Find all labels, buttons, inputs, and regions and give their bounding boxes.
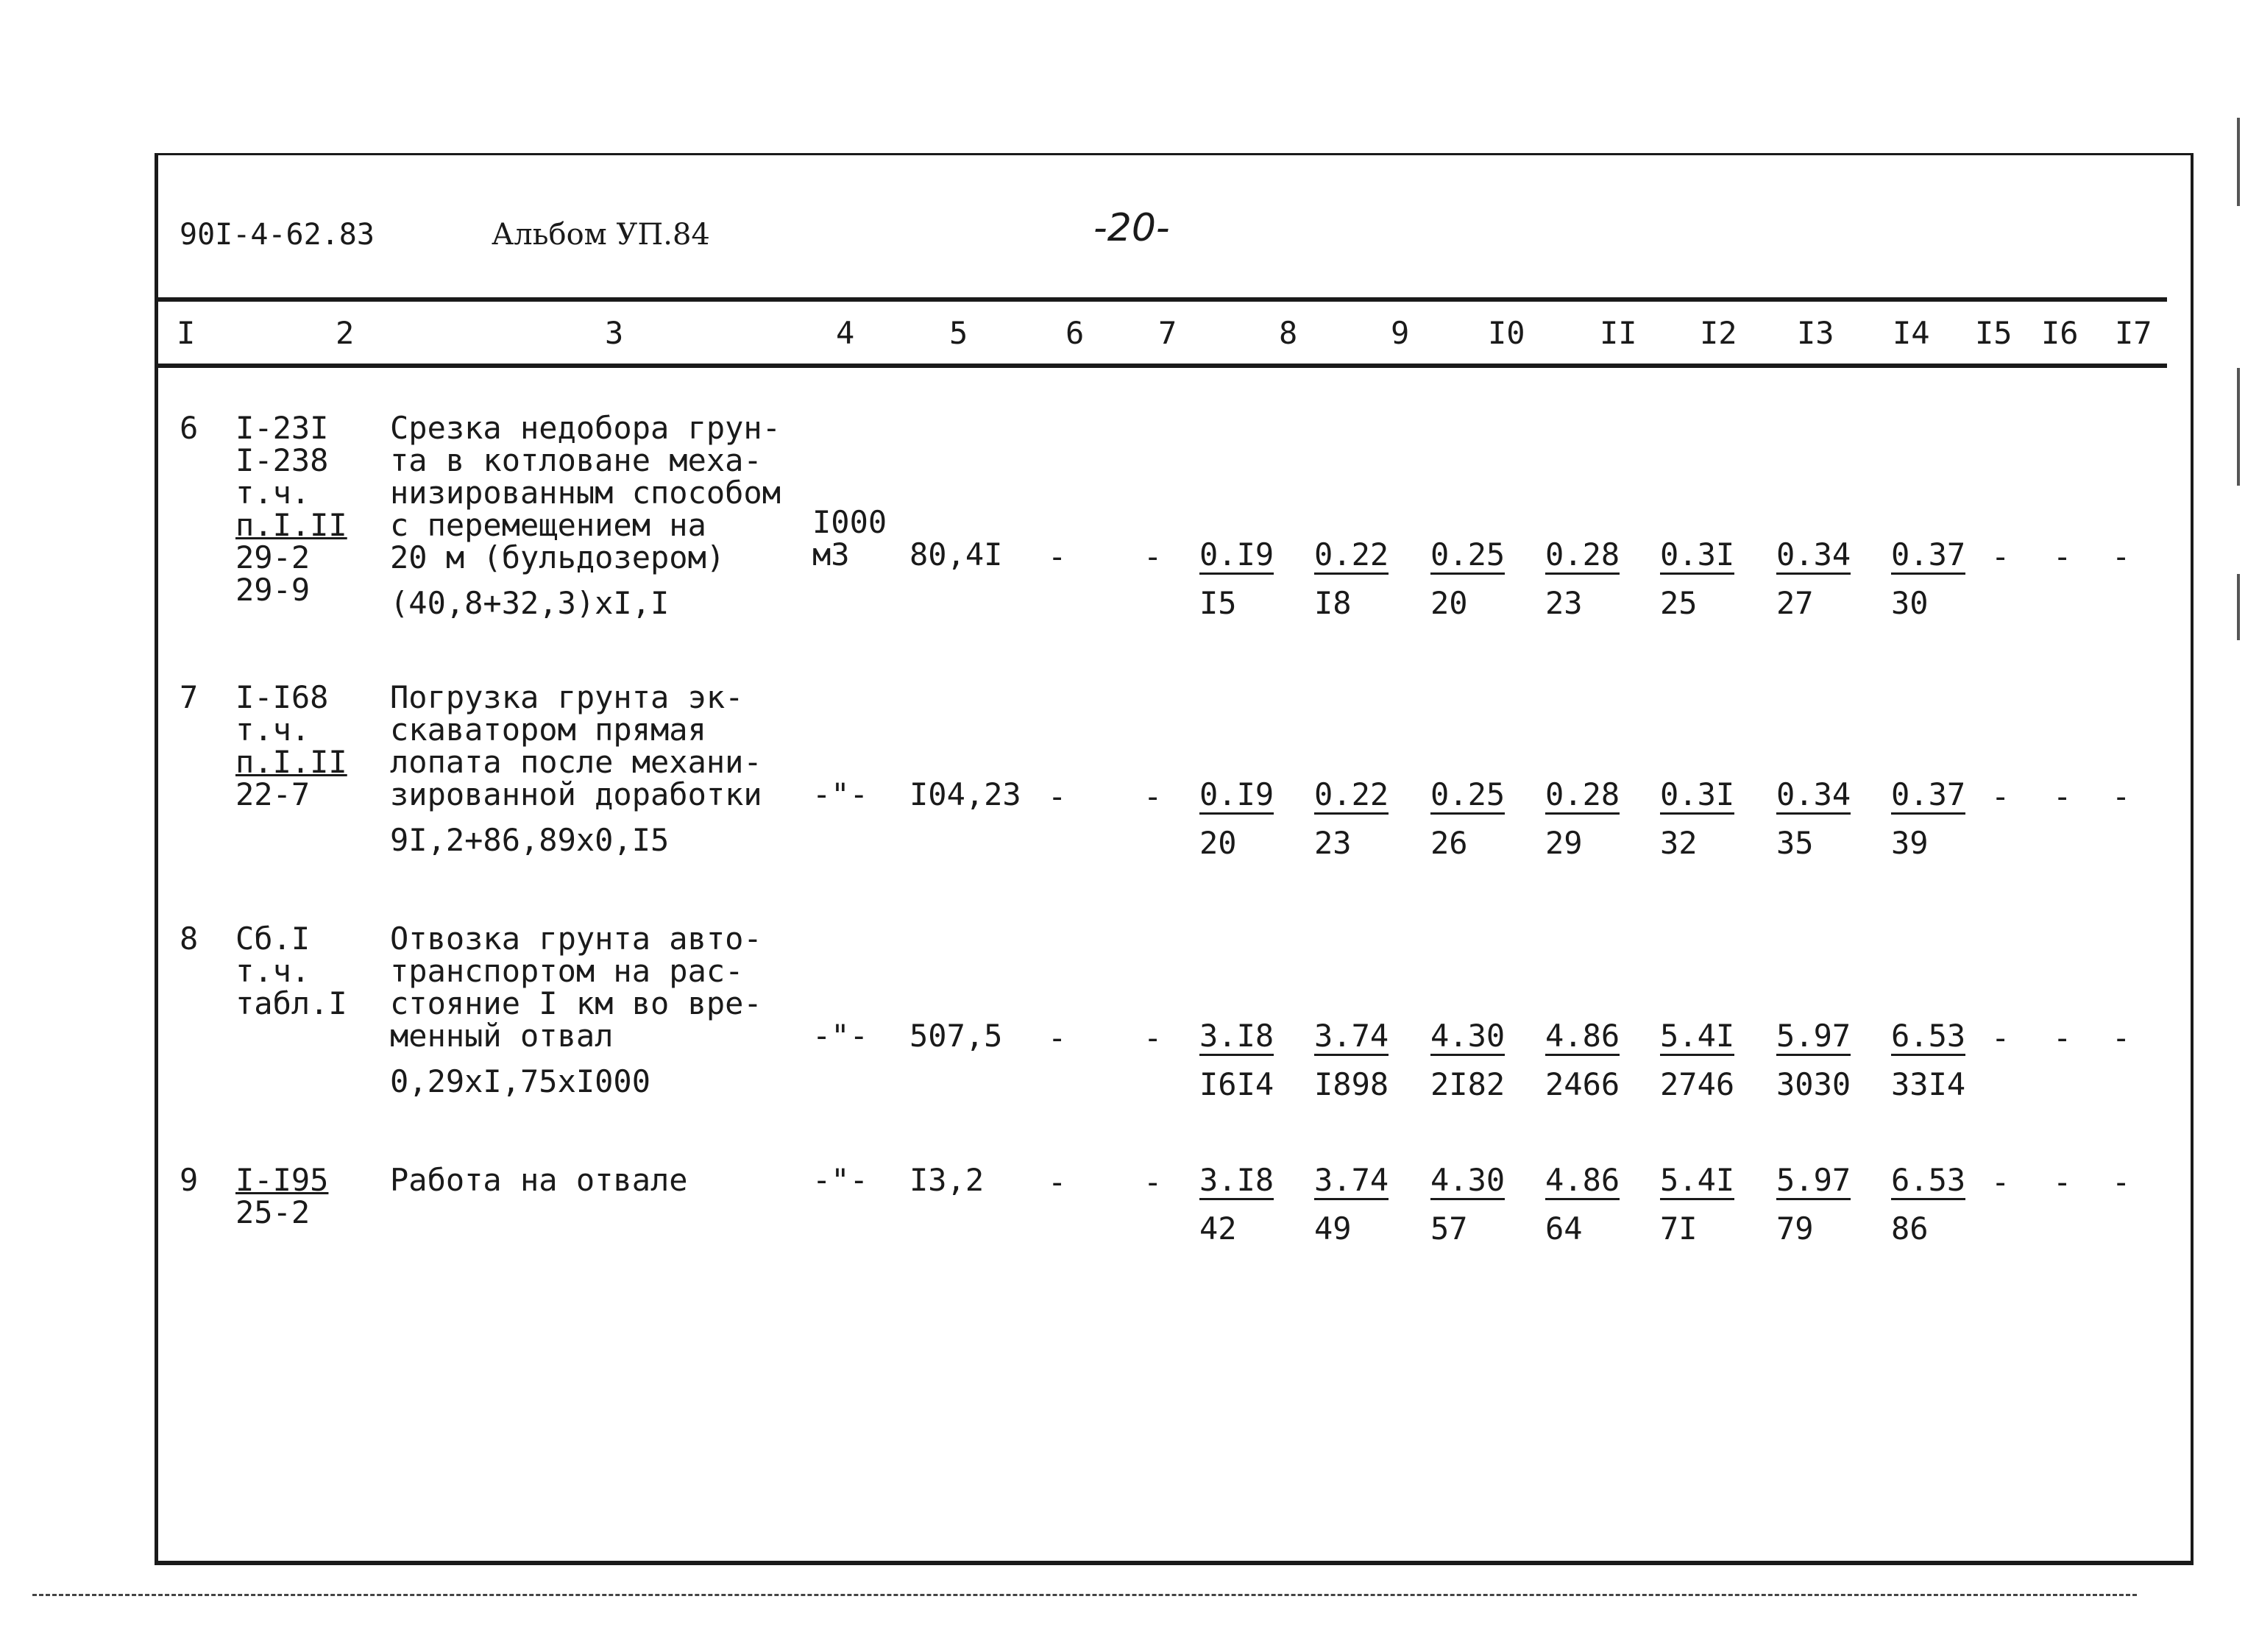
value-rate: 0.28 [1545,537,1620,575]
value-rate: 3.74 [1314,1018,1389,1056]
row-value-pair [1776,533,1851,625]
column-number: I5 [1975,315,2012,351]
row-description: Погрузка грунта эк- [390,679,744,715]
row-value-pair [1545,773,1620,865]
edge-mark [2237,118,2240,206]
edge-mark [2237,574,2240,640]
row-description: та в котловане меха- [390,442,762,478]
row-value-pair [1660,1158,1734,1251]
row-description: менный отвал [390,1018,614,1054]
column-number: I3 [1797,315,1834,351]
row-col7: - [1143,779,1163,815]
value-rate: 0.34 [1776,537,1851,575]
row-reference: I-23I [235,410,329,446]
row-description: с перемещением на [390,507,706,543]
row-reference: п.I.II [235,744,347,780]
row-value-pair [1660,1014,1734,1107]
row-value-pair [1199,533,1274,625]
value-rate: 6.53 [1891,1018,1965,1056]
row-description: Отвозка грунта авто- [390,921,762,957]
row-value-pair [1314,1158,1389,1251]
row-reference: т.ч. [235,712,311,748]
row-number: 8 [180,921,199,957]
row-reference: 22-7 [235,776,311,812]
value-rate: 0.I9 [1199,777,1274,815]
value-total: 26 [1430,825,1468,861]
row-tail-dash: - [2112,779,2131,815]
row-description: скаватором прямая [390,712,706,748]
row-reference: 29-9 [235,572,311,608]
row-value-pair [1776,1158,1851,1251]
row-value-pair [1660,773,1734,865]
value-total: 3030 [1776,1066,1851,1102]
row-value-pair [1199,1158,1274,1251]
value-total: I6I4 [1199,1066,1274,1102]
value-rate: 4.86 [1545,1018,1620,1056]
row-description: (40,8+32,3)xI,I [390,585,670,621]
row-unit: м3 [812,536,850,572]
row-unit: I000 [812,504,887,540]
row-quantity: 80,4I [909,536,1003,572]
value-total: I5 [1199,585,1237,621]
row-value-pair [1314,533,1389,625]
row-tail-dash: - [2053,1164,2072,1200]
value-total: 27 [1776,585,1814,621]
row-tail-dash: - [2053,1020,2072,1056]
document-code: 90I-4-62.83 [180,218,375,252]
value-total: 20 [1199,825,1237,861]
value-total: 32 [1660,825,1698,861]
row-col6: - [1048,539,1067,575]
page-number: -20- [1093,206,1170,250]
row-value-pair [1430,1014,1505,1107]
row-reference: I-I95 [235,1162,329,1198]
value-total: 57 [1430,1210,1468,1247]
row-tail-dash: - [1991,539,2010,575]
column-number: I0 [1488,315,1525,351]
column-number: I7 [2115,315,2152,351]
column-number: II [1600,315,1637,351]
value-total: 23 [1545,585,1583,621]
value-rate: 6.53 [1891,1163,1965,1200]
value-rate: 0.22 [1314,777,1389,815]
row-value-pair [1430,773,1505,865]
column-number: I [177,315,196,351]
value-rate: 4.30 [1430,1018,1505,1056]
row-value-pair [1430,533,1505,625]
row-quantity: 507,5 [909,1018,1003,1054]
row-description: низированным способом [390,475,781,511]
column-number: 4 [836,315,855,351]
row-reference: I-238 [235,442,329,478]
value-total: 39 [1891,825,1929,861]
row-value-pair [1314,773,1389,865]
row-value-pair [1545,1158,1620,1251]
row-description: Срезка недобора грун- [390,410,781,446]
value-total: 2746 [1660,1066,1735,1102]
value-total: 33I4 [1891,1066,1966,1102]
row-col6: - [1048,1164,1067,1200]
value-rate: 3.74 [1314,1163,1389,1200]
row-tail-dash: - [1991,1164,2010,1200]
row-value-pair [1314,1014,1389,1107]
value-rate: 0.37 [1891,537,1965,575]
row-col7: - [1143,539,1163,575]
row-value-pair [1545,533,1620,625]
value-rate: 5.4I [1660,1163,1734,1200]
value-rate: 4.86 [1545,1163,1620,1200]
column-number: 2 [336,315,355,351]
value-rate: 3.I8 [1199,1163,1274,1200]
row-reference: Сб.I [235,921,311,957]
row-reference: 29-2 [235,539,311,575]
column-number: 9 [1391,315,1410,351]
row-reference: табл.I [235,985,347,1021]
value-rate: 0.22 [1314,537,1389,575]
row-description: лопата после механи- [390,744,762,780]
value-rate: 5.4I [1660,1018,1734,1056]
column-number: 7 [1158,315,1177,351]
row-number: 7 [180,679,199,715]
row-col6: - [1048,779,1067,815]
row-reference: I-I68 [235,679,329,715]
value-total: I898 [1314,1066,1389,1102]
album-label: Альбом УП.84 [492,218,710,252]
value-total: 25 [1660,585,1698,621]
row-value-pair [1199,1014,1274,1107]
row-tail-dash: - [2112,1164,2131,1200]
row-description: 20 м (бульдозером) [390,539,726,575]
row-value-pair [1891,1158,1965,1251]
row-reference: 25-2 [235,1194,311,1230]
value-total: 64 [1545,1210,1583,1247]
column-number: I2 [1700,315,1737,351]
edge-mark [2237,368,2240,486]
value-rate: 0.28 [1545,777,1620,815]
row-reference: п.I.II [235,507,347,543]
row-tail-dash: - [2112,1020,2131,1056]
value-total: 7I [1660,1210,1698,1247]
value-rate: 5.97 [1776,1018,1851,1056]
row-value-pair [1776,773,1851,865]
outer-border-line [32,1594,2137,1596]
row-reference: т.ч. [235,953,311,989]
value-total: 79 [1776,1210,1814,1247]
row-description: транспортом на рас- [390,953,744,989]
value-total: 2I82 [1430,1066,1506,1102]
value-rate: 5.97 [1776,1163,1851,1200]
value-total: 23 [1314,825,1352,861]
value-rate: 0.3I [1660,777,1734,815]
row-quantity: I04,23 [909,776,1021,812]
row-description: 9I,2+86,89x0,I5 [390,822,670,858]
value-rate: 0.3I [1660,537,1734,575]
row-tail-dash: - [1991,779,2010,815]
row-value-pair [1199,773,1274,865]
column-number: 5 [949,315,968,351]
value-total: 30 [1891,585,1929,621]
row-description: Работа на отвале [390,1162,688,1198]
row-unit: -"- [812,776,868,812]
row-value-pair [1545,1014,1620,1107]
row-number: 9 [180,1162,199,1198]
value-total: 35 [1776,825,1814,861]
header-rule-bottom [158,364,2167,368]
row-value-pair [1891,533,1965,625]
header-rule-top [158,297,2167,302]
value-rate: 0.25 [1430,777,1505,815]
row-number: 6 [180,410,199,446]
row-unit: -"- [812,1018,868,1054]
row-unit: -"- [812,1162,868,1198]
value-rate: 4.30 [1430,1163,1505,1200]
column-number: I4 [1893,315,1930,351]
value-total: 42 [1199,1210,1237,1247]
row-quantity: I3,2 [909,1162,985,1198]
row-tail-dash: - [2053,779,2072,815]
value-total: 20 [1430,585,1468,621]
column-number: 3 [605,315,624,351]
row-tail-dash: - [2112,539,2131,575]
row-col7: - [1143,1164,1163,1200]
row-col7: - [1143,1020,1163,1056]
row-reference: т.ч. [235,475,311,511]
row-description: зированной доработки [390,776,762,812]
value-rate: 0.I9 [1199,537,1274,575]
value-total: I8 [1314,585,1352,621]
row-tail-dash: - [1991,1020,2010,1056]
row-col6: - [1048,1020,1067,1056]
value-rate: 3.I8 [1199,1018,1274,1056]
row-description: стояние I км во вре- [390,985,762,1021]
row-value-pair [1891,773,1965,865]
row-description: 0,29xI,75xI000 [390,1063,651,1099]
row-value-pair [1430,1158,1505,1251]
row-tail-dash: - [2053,539,2072,575]
row-value-pair [1660,533,1734,625]
column-number: 8 [1279,315,1298,351]
value-rate: 0.37 [1891,777,1965,815]
value-total: 86 [1891,1210,1929,1247]
column-number: I6 [2041,315,2079,351]
row-value-pair [1891,1014,1965,1107]
value-total: 49 [1314,1210,1352,1247]
row-value-pair [1776,1014,1851,1107]
column-number: 6 [1065,315,1085,351]
value-total: 29 [1545,825,1583,861]
value-total: 2466 [1545,1066,1620,1102]
value-rate: 0.34 [1776,777,1851,815]
value-rate: 0.25 [1430,537,1505,575]
